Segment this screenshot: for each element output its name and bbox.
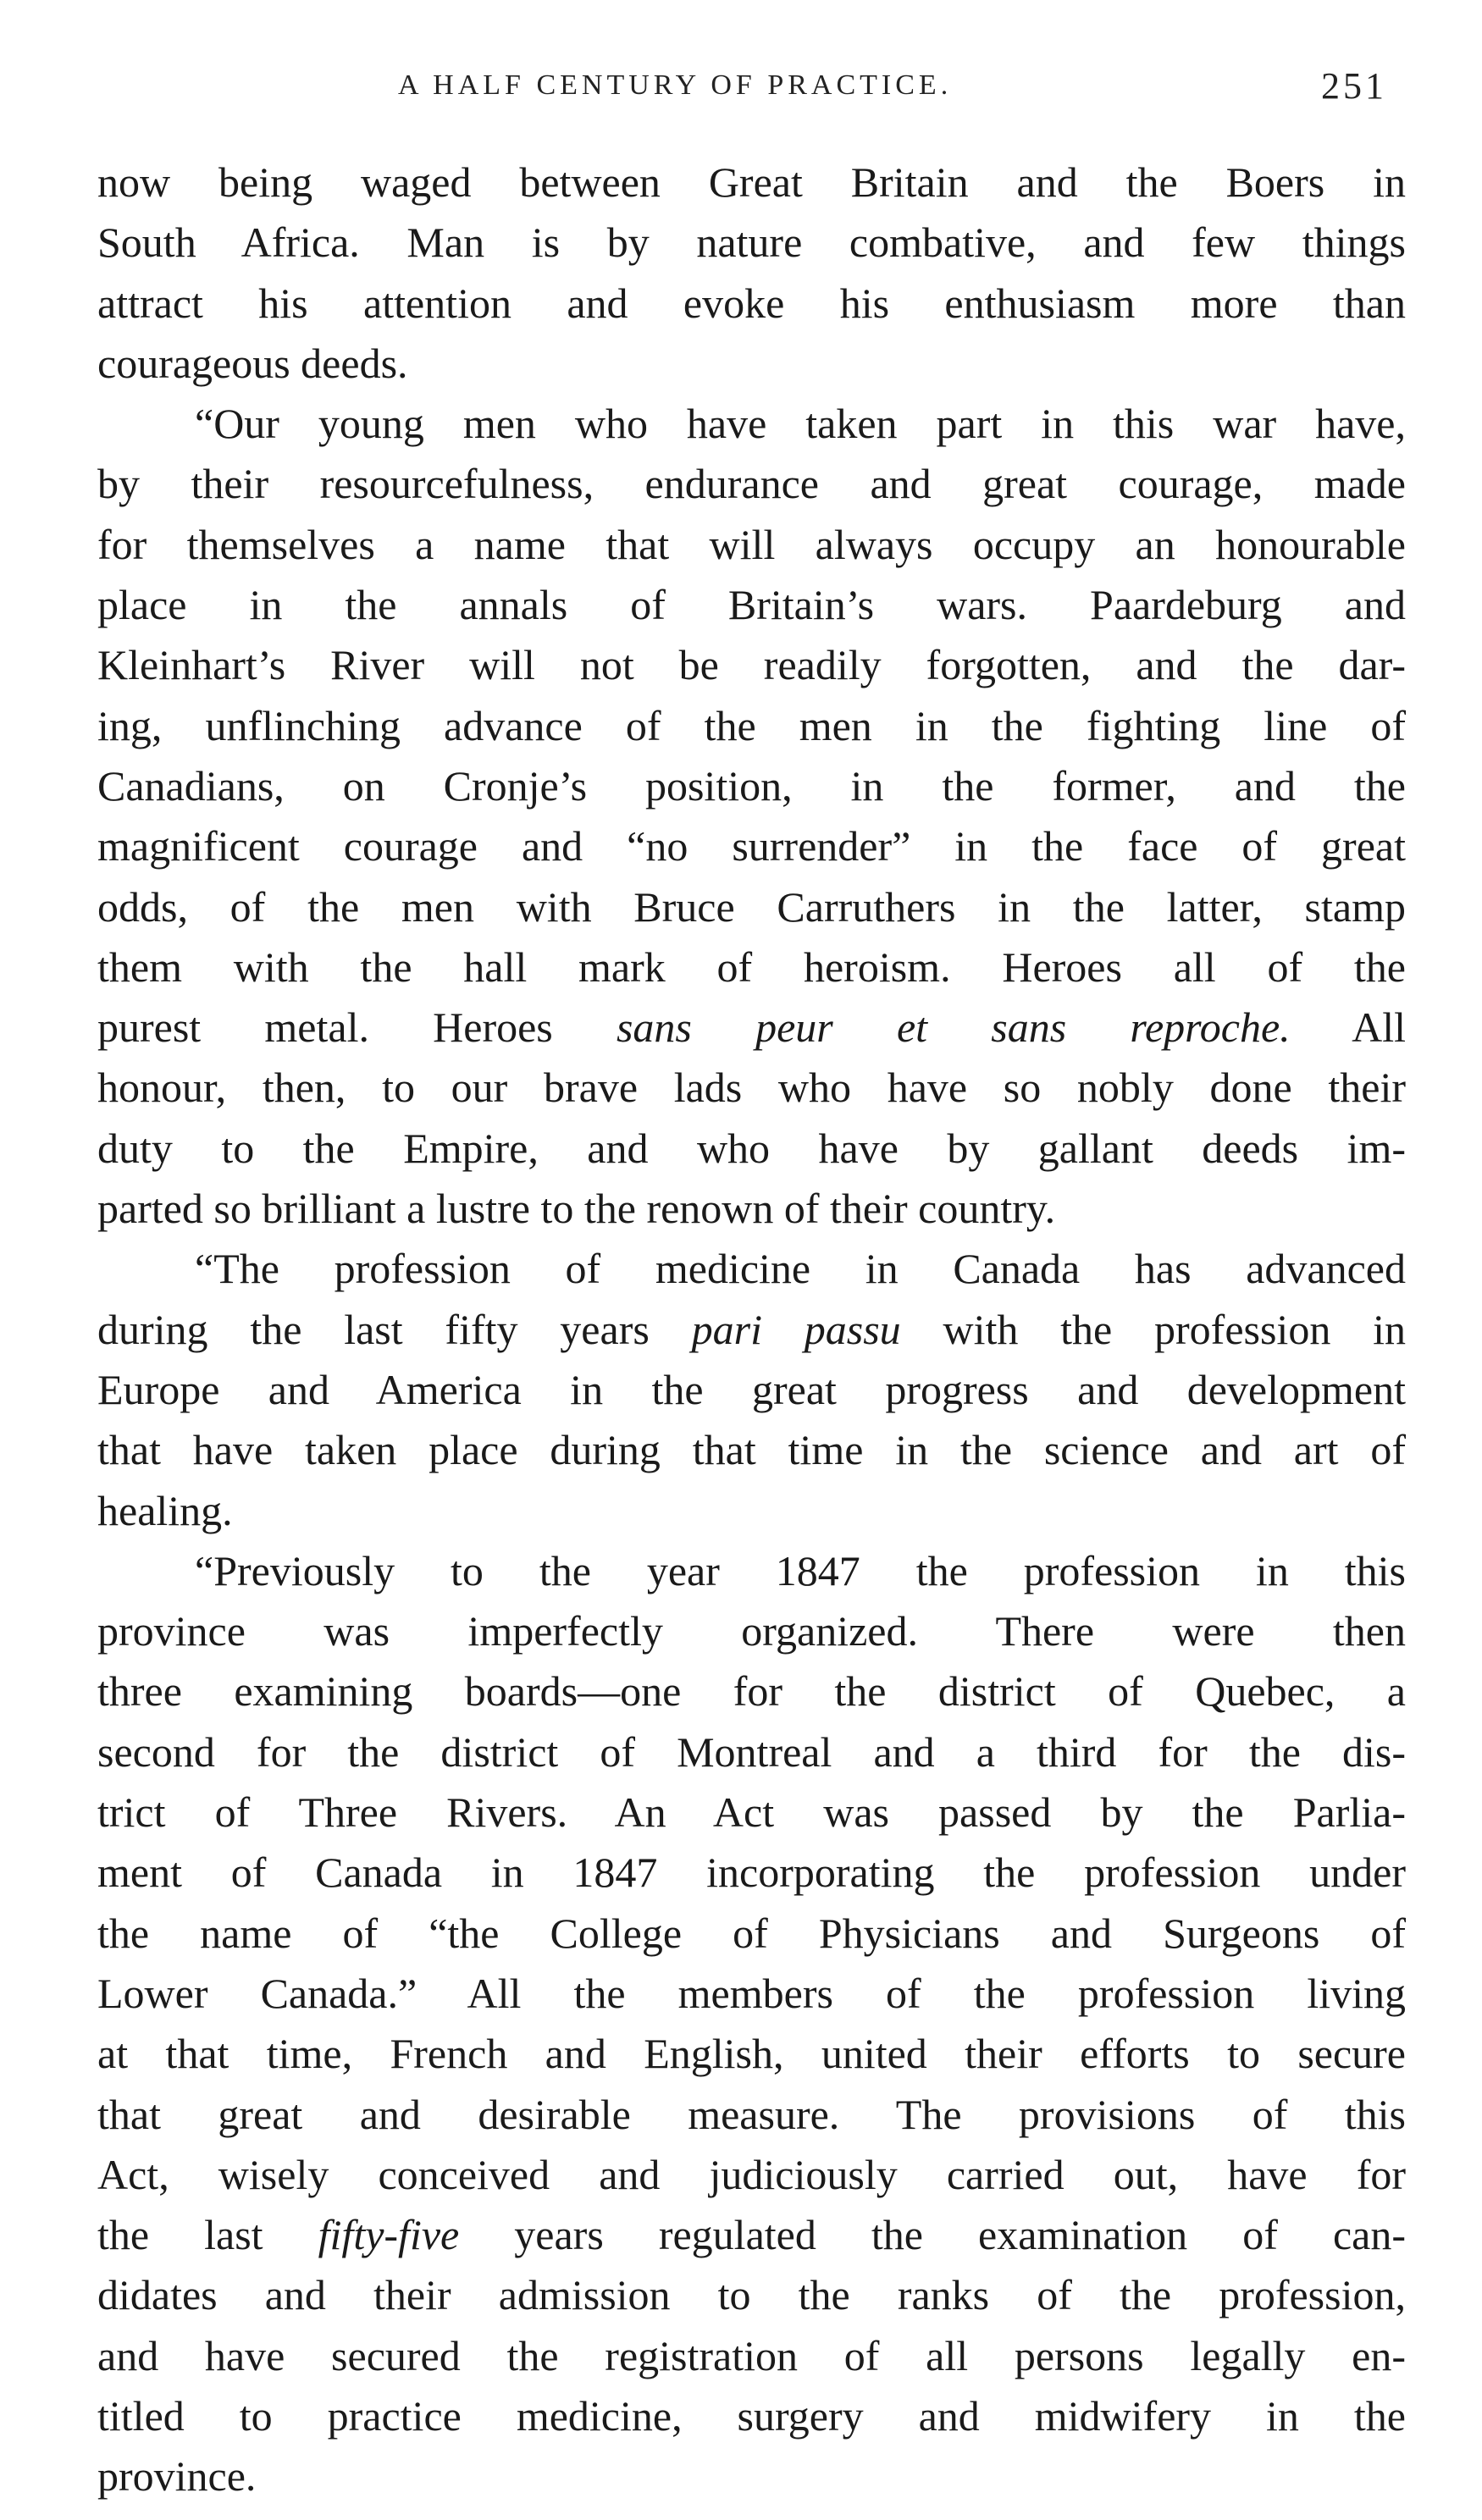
text-line: them with the hall mark of heroism. Heroes all of the: [97, 942, 1406, 991]
text-line: and have secured the registration of all persons legally en-: [97, 2331, 1406, 2379]
text-line: that have taken place during that time in the science and art of: [97, 1426, 1406, 1474]
text-line: South Africa. Man is by nature combative, and few things: [97, 218, 1406, 267]
text-line: titled to practice medicine, surgery and midwifery in the: [97, 2391, 1406, 2440]
text-line: trict of Three Rivers. An Act was passed by the Parlia-: [97, 1788, 1406, 1837]
text-line: ment of Canada in 1847 incorporating the profession under: [97, 1849, 1406, 1897]
text-line: magnificent courage and “no surrender” in the face of great: [97, 822, 1406, 870]
text-line: “Previously to the year 1847 the profession in this: [195, 1546, 1406, 1594]
text-line: didates and their admission to the ranks of the profession,: [97, 2271, 1406, 2319]
body-text: [97, 152, 1406, 2507]
text-line: three examining boards—one for the district of Quebec, a: [97, 1667, 1406, 1716]
text-line: courageous deeds.: [97, 339, 408, 387]
text-line: “Our young men who have taken part in this war have,: [195, 400, 1406, 448]
text-line: place in the annals of Britain’s wars. Paardeburg and: [97, 581, 1406, 629]
text-segment: purest metal. Heroes: [97, 1003, 617, 1052]
text-line: healing.: [97, 1486, 233, 1534]
paragraph-2: [97, 394, 1406, 1239]
text-line: second for the district of Montreal and a third for the dis-: [97, 1727, 1406, 1776]
text-line: that great and desirable measure. The provisions of this: [97, 2090, 1406, 2138]
page-number: 251: [1321, 65, 1387, 107]
italic-phrase: sans peur et sans reproche.: [616, 1003, 1291, 1052]
text-line: Canadians, on Cronje’s position, in the former, and the: [97, 761, 1406, 810]
text-line: odds, of the men with Bruce Carruthers in the latter, stamp: [97, 882, 1406, 931]
text-segment: during the last fifty years: [97, 1305, 692, 1353]
text-line: honour, then, to our brave lads who have so nobly done their: [97, 1064, 1406, 1112]
text-line-with-italic: [97, 998, 1406, 1058]
text-line: duty to the Empire, and who have by gallant deeds im-: [97, 1124, 1406, 1172]
running-head: [0, 65, 1482, 120]
text-line-with-italic: [97, 1300, 1406, 1360]
text-line: now being waged between Great Britain and the Boers in: [97, 158, 1406, 206]
text-line: ing, unflinching advance of the men in the fighting line of: [97, 701, 1406, 749]
text-line: for themselves a name that will always occupy an honourable: [97, 520, 1406, 568]
text-segment: All: [1290, 1003, 1406, 1052]
text-line: “The profession of medicine in Canada has advanced: [195, 1245, 1406, 1293]
text-line: Act, wisely conceived and judiciously carried out, have for: [97, 2150, 1406, 2198]
text-segment: the last: [97, 2211, 318, 2259]
text-line: by their resourcefulness, endurance and great courage, made: [97, 460, 1406, 508]
text-segment: years regulated the examination of can-: [459, 2211, 1406, 2259]
paragraph-3: [97, 1239, 1406, 1540]
text-line: Europe and America in the great progress and development: [97, 1365, 1406, 1413]
text-line: attract his attention and evoke his enthusiasm more than: [97, 279, 1406, 327]
text-line: parted so brilliant a lustre to the renown of their country.: [97, 1185, 1056, 1233]
paragraph-4: [97, 1541, 1406, 2507]
running-title: A HALF CENTURY OF PRACTICE.: [398, 69, 953, 101]
text-line: Lower Canada.” All the members of the profession living: [97, 1969, 1406, 2017]
text-line: the name of “the College of Physicians and Surgeons of: [97, 1909, 1406, 1957]
text-line-with-italic: [97, 2205, 1406, 2265]
text-line: Kleinhart’s River will not be readily forgotten, and the dar-: [97, 641, 1406, 689]
italic-phrase: pari passu: [691, 1305, 901, 1353]
italic-phrase: fifty-five: [318, 2211, 460, 2259]
text-line: province.: [97, 2452, 257, 2501]
paragraph-1: [97, 152, 1406, 394]
text-segment: with the profession in: [900, 1305, 1407, 1353]
text-line: province was imperfectly organized. There were then: [97, 1607, 1406, 1655]
text-line: at that time, French and English, united their efforts to secure: [97, 2030, 1406, 2078]
